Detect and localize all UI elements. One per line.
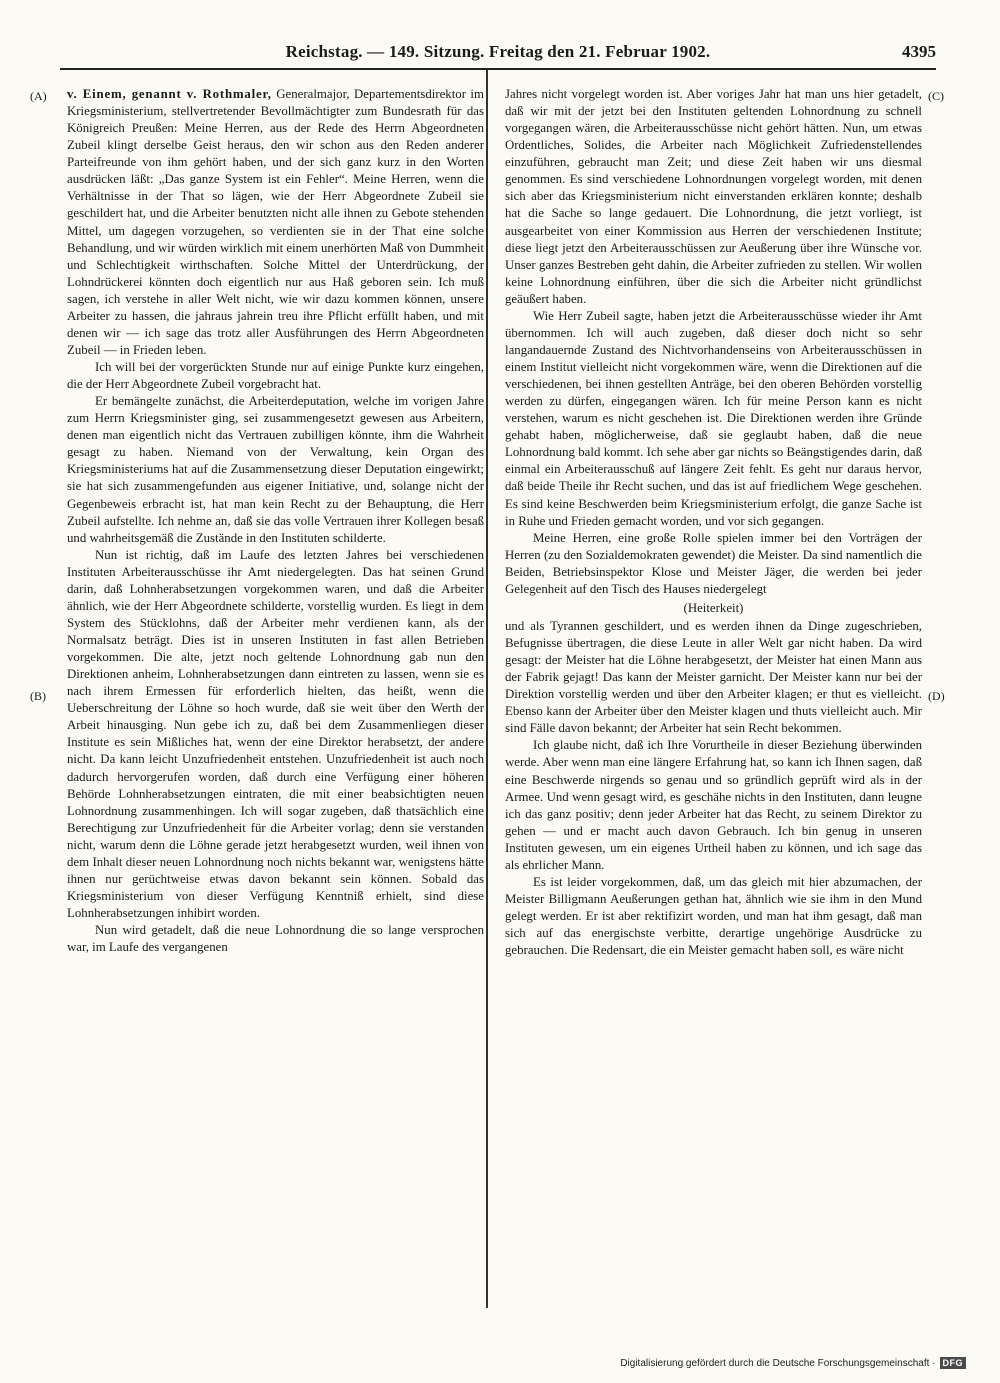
paragraph: Jahres nicht vorgelegt worden ist. Aber voriges Jahr hat man uns hier getadelt, daß wir mit der jetzt bei den Instituten geltenden Lohnordnung zu schnell vorgegangen wären, die Arbeiterausschüsse nicht gehört hätten. Nun, um etwas Ordentliches, Solides, die Arbeiter nach Möglichkeit Zufriedenstellendes einzuführen, gebraucht man Zeit; und diese Zeit haben wir uns diesmal genommen. Es sind verschiedene Lohnordnungen vorgelegt worden, mit denen sich aber das Kriegsministerium nicht einverstanden erklären konnte; deshalb hat die Sache so lange gedauert. Die Lohnordnung, die jetzt vorliegt, ist ausgearbeitet von einer Kommission aus Herren der verschiedenen Institute; diese liegt jetzt den Arbeiterausschüssen zur Aeußerung über ihre Wünsche vor. Unser ganzes Bestreben geht dahin, die Arbeiter zufrieden zu stellen. Wir wollen keine Lohnordnung einführen, über die sich die Arbeiter nicht gründlichst geäußert haben. — [505, 87, 922, 306]
paragraph: Nun wird getadelt, daß die neue Lohnordnung die so lange versprochen war, im Laufe des vergangenen — [67, 923, 484, 955]
margin-mark-a: (A) — [30, 89, 47, 103]
column-divider — [486, 70, 488, 1308]
running-title: Reichstag. — 149. Sitzung. Freitag den 21. Februar 1902. — [285, 42, 711, 61]
speech-text: Generalmajor, Departementsdirektor im Kriegsministerium, stellvertretender Bevollmächtigter zum Bundesrath für das Königreich Preußen: Meine Herren, aus der Rede des Herrn Abgeordneten Zubeil klingt derselbe Geist heraus, den wir schon aus den Reden anderer Parteifreunde von ihm gehört haben, und der sich ganz kurz in den Worten ausdrücken läßt: „Das ganze System ist ein Fehler“. Meine Herren, wenn die Verhältnisse in der That so lägen, wie der Herr Abgeordnete Zubeil sie geschildert hat, und die Arbeiter benutzten nicht alle ihnen zu Gebote stehenden Mittel, um dagegen vorzugehen, so verdienten sie in der That eine solche Behandlung, und wir würden wirklich mit einem unerhörten Maß von Dummheit und Schlechtigkeit wirthschaften. Solche Mittel der Unterdrückung, der Lohndrückerei könnten doch eigentlich nur aus Haß geboren sein. Ich muß sagen, ich verstehe in aller Welt nicht, wie wir dazu kommen können, unsere Arbeiter zu hassen, die jahraus jahrein treu ihre Pflicht erfüllt haben, und mit denen wir — ich sage das trotz aller Ausführungen des Herrn Abgeordneten Zubeil — in Frieden leben. — [67, 87, 484, 357]
paragraph: Er bemängelte zunächst, die Arbeiterdeputation, welche im vorigen Jahre zum Herrn Kriegsminister ging, sei zusammengesetzt gewesen aus Arbeitern, denen man eigentlich nicht das Vertrauen zubilligen könnte, ihm die Wahrheit gesagt zu haben. Niemand von der Verwaltung, kein Organ des Kriegsministeriums hat auf die Zusammensetzung dieser Deputation eingewirkt; sie hat sich zusammengefunden aus eigener Initiative, und, solange nicht der Gegenbeweis erbracht ist, hat man kein Recht zu der Behauptung, die Herr Zubeil aufstellte. Ich nehme an, daß sie das volle Vertrauen ihrer Kollegen besaß und wahrheitsgemäß die Zustände in den Instituten schilderte. — [67, 394, 484, 545]
speech-opening — [67, 86, 484, 359]
paragraph: Nun ist richtig, daß im Laufe des letzten Jahres bei verschiedenen Instituten Arbeiterausschüsse ihr Amt niedergelegten. Das hat seinen Grund darin, daß Lohnherabsetzungen vorgekommen waren, und daß die Arbeiter ähnlich, wie der Herr Abgeordnete schilderte, vorstellig wurden. Es liegt in dem System des Stücklohns, daß der Arbeiter mehr verdienen kann, als der Normalsatz beträgt. Dies ist in unseren Instituten in fast allen Betrieben vorgekommen. Die alte, jetzt noch geltende Lohnordnung gab nun den Direktionen anheim, Lohnherabsetzungen dann eintreten zu lassen, wenn sie es nach ihrem Ermessen für erforderlich hielten, das heißt, wenn die Ueberschreitung der Löhne so hoch wurde, daß sie weit über den Werth der Arbeit hinausging. Nun gebe ich zu, daß bei dem Zusammenliegen dieser Institute es sein Mißliches hat, wenn der eine Direktor herabsetzt, der andere nicht. Da kann leicht Unzufriedenheit entstehen. Unzufriedenheit ist auch noch dadurch hervorgerufen worden, daß durch eine Verfügung einer höheren Behörde Lohnherabsetzungen eintraten, die mit einer beabsichtigten neuen Lohnordnung zusammenhingen. Ich will sogar zugeben, daß thatsächlich eine Berechtigung zur Unzufriedenheit für die Arbeiter vorlag; denn sie verstanden nicht, warum denn die Löhne gerade jetzt herabgesetzt wurden, weil ihnen von dem Inhalt dieser neuen Lohnordnung noch nichts bekannt war, wenigstens hätte ihnen nur gerüchtweise etwas davon bekannt sein können. Sobald das Kriegsministerium von dieser Verfügung Kenntniß erhielt, sind diese Lohnherabsetzungen inhibirt worden. — [67, 547, 484, 920]
right-column — [505, 86, 922, 959]
left-column — [67, 86, 484, 956]
paragraph: Ich will bei der vorgerückten Stunde nur auf einige Punkte kurz eingehen, die der Herr Abgeordnete Zubeil vorgebracht hat. — [67, 360, 484, 392]
paragraph: Es ist leider vorgekommen, daß, um das gleich mit hier abzumachen, der Meister Billigmann Aeußerungen gethan hat, ähnlich wie sie ihm in den Mund gelegt werden. Er ist aber rektifizirt worden, und man hat ihm gesagt, daß man sich auf das energischste verbitte, derartige ungehörige Ausdrücke zu gebrauchen. Die Redensart, die ein Meister gemacht haben soll, es wäre nicht — [505, 874, 922, 958]
margin-mark-d: (D) — [928, 689, 945, 703]
funding-footer — [620, 1357, 966, 1369]
paragraph: Meine Herren, eine große Rolle spielen immer bei den Vorträgen der Herren (zu den Sozialdemokraten gewendet) die Meister. Da sind namentlich die Beiden, Betriebsinspektor Klose und Meister Jäger, die werden bei jeder Gelegenheit auf den Tisch des Hauses niedergelegt — [505, 530, 922, 596]
page-number: 4395 — [902, 42, 936, 61]
paragraph: Wie Herr Zubeil sagte, haben jetzt die Arbeiterausschüsse wieder ihr Amt übernommen. Ich will auch zugeben, daß dieser doch nicht so sehr langandauernde Zustand des Nichtvorhandenseins von Arbeiterausschüssen in einem Institut vielleicht nicht vorgekommen wäre, wenn die Direktionen auf die verschiedenen, bei ihnen gestellten Anträge, bei den oberen Behörden vorstellig werden zu dürfen, eingegangen wären. Ich für meine Person kann es nicht verstehen, warum es nicht geschehen ist. Die Direktionen werden ihre Gründe gehabt haben, möglicherweise, daß sie geglaubt haben, daß die neue Lohnordnung bald kommt. Ich sehe aber gar nichts so Beängstigendes darin, daß einmal ein Arbeiterausschuß auf längere Zeit fehlt. Es geht nur daraus hervor, daß beide Theile ihr Recht suchen, und das ist auf friedlichem Wege geschehen. Es sind keine Beschwerden beim Kriegsministerium erfolgt, die ganze Sache ist in Ruhe und Frieden gemacht worden, und vor sich gegangen. — [505, 308, 922, 528]
funding-note: Digitalisierung gefördert durch die Deutsche Forschungsgemeinschaft · — [620, 1357, 936, 1369]
speaker-name: v. Einem, genannt v. Rothmaler, — [67, 87, 272, 101]
margin-mark-b: (B) — [30, 689, 46, 703]
header-rule — [60, 68, 936, 70]
paragraph: und als Tyrannen geschildert, und es werden ihnen da Dinge zugeschrieben, Befugnisse übertragen, die diese Leute in aller Welt gar nicht haben. Da wird gesagt: der Meister hat die Löhne herabgesetzt, der Meister hat einen Mann aus der Fabrik gejagt! Das kann der Meister garnicht. Der Meister kann nur bei der Direktion vorstellig werden und über den Arbeiter klagen; er thut es vielleicht. Ebenso kann der Arbeiter über den Meister klagen und thuts vielleicht auch. Mir sind Fälle davon bekannt; der Arbeiter hat sein Recht bekommen. — [505, 618, 922, 736]
margin-mark-c: (C) — [928, 89, 944, 103]
dfg-logo: DFG — [940, 1357, 967, 1369]
running-header — [60, 42, 936, 68]
paragraph: Ich glaube nicht, daß ich Ihre Vorurtheile in dieser Beziehung überwinden werde. Aber wenn man eine längere Erfahrung hat, so kann ich Ihnen sagen, daß eine Beschwerde nirgends so genau und so gründlich geprüft wird als in der Armee. Und wenn gesagt wird, es geschähe nichts in den Instituten, dann leugne ich das ganz positiv; denn jeder Arbeiter hat das Recht, zu seinem Direktor zu gehen — und er macht auch davon Gebrauch. Ich bin genug in unseren Instituten gewesen, um ein eigenes Urtheil haben zu können, und ich sage das als ehrlicher Mann. — [505, 738, 922, 872]
interjection: (Heiterkeit) — [683, 600, 744, 615]
